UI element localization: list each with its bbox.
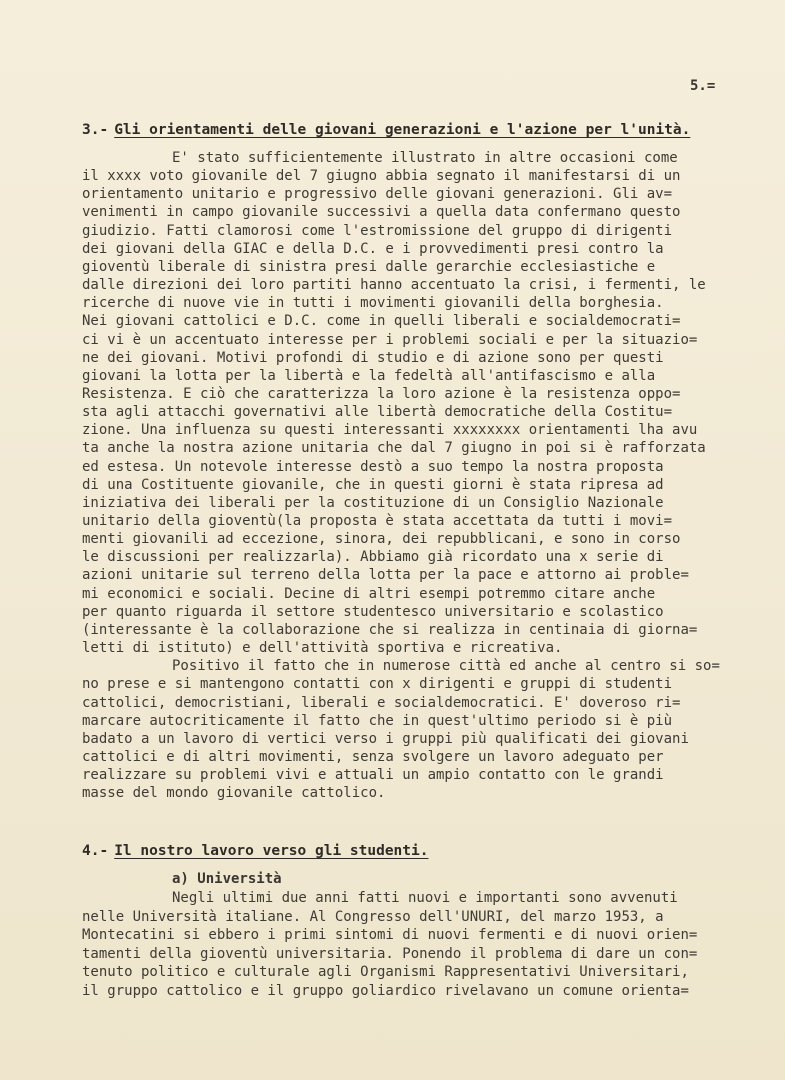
- section-3-text-line: no prese e si mantengono contatti con x dirigenti e gruppi di studenti: [82, 676, 673, 693]
- section-4-text-line: Negli ultimi due anni fatti nuovi e importanti sono avvenuti: [172, 890, 678, 906]
- section-4-heading: [82, 843, 428, 859]
- section-4-text-line: il gruppo cattolico e il gruppo goliardico rivelavano un comune orienta=: [82, 983, 689, 999]
- section-4-title: Il nostro lavoro verso gli studenti.: [114, 843, 429, 859]
- section-3-text-line: ci vi è un accentuato interesse per i problemi sociali e per la situazio=: [82, 331, 698, 348]
- section-3-text-line: Positivo il fatto che in numerose città ed anche al centro si so=: [172, 658, 720, 675]
- section-4-text-line: Montecatini si ebbero i primi sintomi di nuovi fermenti e di nuovi orien=: [82, 927, 698, 944]
- section-3-text-line: badato a un lavoro di vertici verso i gruppi più qualificati dei giovani: [82, 730, 689, 747]
- section-3-text-line: letti di istituto) e dell'attività sportiva e ricreativa.: [82, 640, 563, 657]
- section-3-heading: [82, 122, 690, 138]
- section-3-text-line: ed estesa. Un notevole interesse destò a suo tempo la nostra proposta: [82, 458, 664, 475]
- page-number: 5.=: [690, 78, 716, 94]
- section-3-text-line: gioventù liberale di sinistra presi dalle gerarchie ecclesiastiche e: [82, 258, 656, 275]
- section-3-text-line: mi economici e sociali. Decine di altri esempi potremmo citare anche: [82, 585, 656, 602]
- section-4-text-line: nelle Università italiane. Al Congresso dell'UNURI, del marzo 1953, a: [82, 908, 664, 925]
- section-3-number: 3.-: [82, 122, 109, 138]
- section-3-text-line: Resistenza. E ciò che caratterizza la loro azione è la resistenza oppo=: [82, 385, 681, 402]
- section-4-text-line: tamenti della gioventù universitaria. Ponendo il problema di dare un con=: [82, 945, 698, 962]
- section-3-text-line: giudizio. Fatti clamorosi come l'estromissione del gruppo di dirigenti: [82, 222, 673, 239]
- section-4-text-line: tenuto politico e culturale agli Organismi Rappresentativi Universitari,: [82, 964, 689, 981]
- section-3-text-line: unitario della gioventù(la proposta è stata accettata da tutti i movi=: [82, 513, 673, 529]
- section-3-text-line: sta agli attacchi governativi alle libertà democratiche della Costitu=: [82, 404, 673, 421]
- section-3-text-line: di una Costituente giovanile, che in questi giorni è stata ripresa ad: [82, 476, 664, 493]
- section-3-text-line: iniziativa dei liberali per la costituzione di un Consiglio Nazionale: [82, 494, 664, 511]
- section-3-text-line: dalle direzioni dei loro partiti hanno accentuato la crisi, i fermenti, le: [82, 277, 706, 294]
- section-3-text-line: le discussioni per realizzarla). Abbiamo già ricordato una x serie di: [82, 549, 664, 566]
- section-3-text-line: il xxxx voto giovanile del 7 giugno abbia segnato il manifestarsi di un: [82, 168, 681, 185]
- section-3-text-line: dei giovani della GIAC e della D.C. e i provvedimenti presi contro la: [82, 240, 664, 257]
- section-3-text-line: azioni unitarie sul terreno della lotta per la pace e attorno ai proble=: [82, 567, 689, 584]
- section-3-text-line: realizzare su problemi vivi e attuali un ampio contatto con le grandi: [82, 767, 664, 784]
- section-3-text-line: venimenti in campo giovanile successivi a quella data confermano questo: [82, 204, 681, 221]
- section-3-text-line: ricerche di nuove vie in tutti i movimenti giovanili della borghesia.: [82, 295, 664, 312]
- section-3-text-line: zione. Una influenza su questi interessanti xxxxxxxx orientamenti lha avu: [82, 422, 698, 439]
- section-4-number: 4.-: [82, 843, 109, 859]
- section-3-title: Gli orientamenti delle giovani generazioni e l'azione per l'unità.: [114, 122, 691, 138]
- section-3-text-line: per quanto riguarda il settore studentesco universitario e scolastico: [82, 603, 664, 620]
- section-3-text-line: masse del mondo giovanile cattolico.: [82, 785, 386, 802]
- section-3-text-line: cattolici, democristiani, liberali e socialdemocratici. E' doveroso ri=: [82, 694, 681, 711]
- subsection-university-heading: a) Università: [172, 871, 282, 887]
- section-3-text-line: ta anche la nostra azione unitaria che dal 7 giugno in poi si è rafforzata: [82, 440, 706, 457]
- section-3-text-line: marcare autocriticamente il fatto che in quest'ultimo periodo si è più: [82, 712, 673, 729]
- section-3-text-line: (interessante è la collaborazione che si realizza in centinaia di giorna=: [82, 621, 698, 638]
- section-3-text-line: orientamento unitario e progressivo delle giovani generazioni. Gli av=: [82, 186, 673, 203]
- section-3-text-line: menti giovanili ad eccezione, sinora, dei repubblicani, e sono in corso: [82, 531, 681, 548]
- section-3-text-line: E' stato sufficientemente illustrato in altre occasioni come: [172, 150, 678, 166]
- section-3-text-line: Nei giovani cattolici e D.C. come in quelli liberali e socialdemocrati=: [82, 313, 681, 330]
- section-3-text-line: giovani la lotta per la libertà e la fedeltà all'antifascismo e alla: [82, 367, 656, 384]
- section-3-text-line: cattolici e di altri movimenti, senza svolgere un lavoro adeguato per: [82, 748, 664, 765]
- section-3-text-line: ne dei giovani. Motivi profondi di studio e di azione sono per questi: [82, 349, 664, 366]
